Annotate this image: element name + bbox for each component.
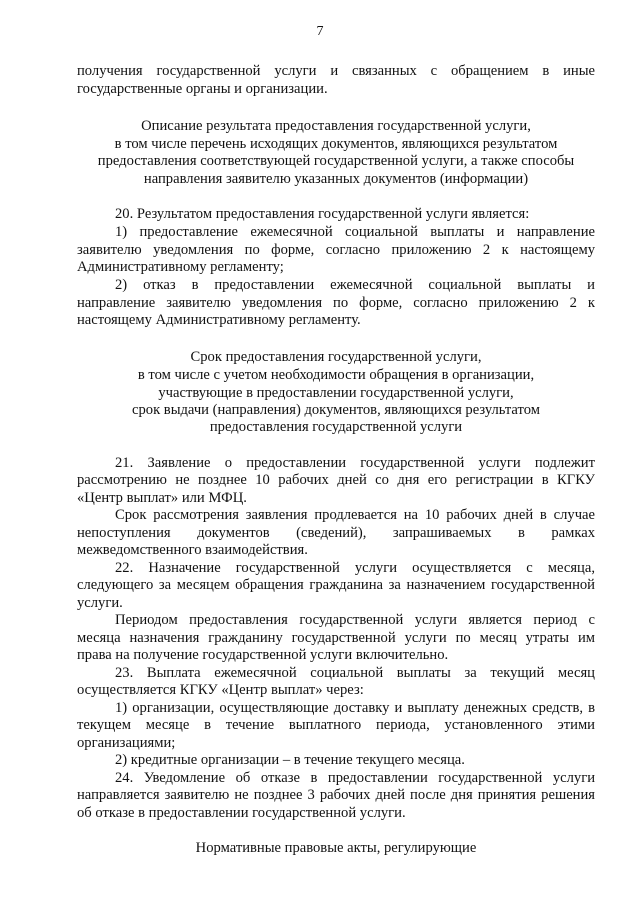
heading-line: срок выдачи (направления) документов, являющихся результатом <box>132 402 540 418</box>
heading-line: в том числе перечень исходящих документов, являющихся результатом <box>114 136 558 152</box>
text-line: 20. Результатом предоставления государственной услуги является: <box>115 206 530 222</box>
text-line: Срок рассмотрения заявления продлевается на 10 рабочих дней в случае <box>115 507 595 523</box>
text-line: 2) кредитные организации – в течение текущего месяца. <box>115 752 465 768</box>
text-line: рассмотрению не позднее 10 рабочих дней со дня его регистрации в КГКУ <box>77 472 595 488</box>
text-line: Периодом предоставления государственной услуги является период с <box>115 612 595 628</box>
text-line: услуги. <box>77 595 123 611</box>
text-line: 23. Выплата ежемесячной социальной выплаты за текущий месяц <box>115 665 595 681</box>
heading-line: участвующие в предоставлении государственной услуги, <box>158 385 514 401</box>
heading-line: Срок предоставления государственной услуги, <box>190 349 482 365</box>
text-line: 24. Уведомление об отказе в предоставлении государственной услуги <box>115 770 595 786</box>
text-line: «Центр выплат» или МФЦ. <box>77 490 247 506</box>
heading-line: направления заявителю указанных документов (информации) <box>143 171 529 187</box>
text-line: осуществляется КГКУ «Центр выплат» через: <box>77 682 364 698</box>
text-line: настоящему Административному регламенту. <box>77 312 361 328</box>
heading-line: Нормативные правовые акты, регулирующие <box>195 840 477 856</box>
text-line: 21. Заявление о предоставлении государственной услуги подлежит <box>115 455 595 471</box>
text-line: направляется заявителю не позднее 3 рабочих дней после дня принятия решения <box>77 787 595 803</box>
heading-line: предоставления соответствующей государственной услуги, а также способы <box>97 153 575 169</box>
heading-line: предоставления государственной услуги <box>209 419 463 435</box>
text-line: 22. Назначение государственной услуги осуществляется с месяца, <box>115 560 595 576</box>
text-line: организациями; <box>77 735 176 751</box>
text-line: заявителю уведомления по форме, согласно приложению 2 к настоящему <box>77 242 595 258</box>
text-line: 1) организации, осуществляющие доставку и выплату денежных средств, в <box>115 700 595 716</box>
heading-line: Описание результата предоставления государственной услуги, <box>141 118 531 134</box>
text-line: получения государственной услуги и связанных с обращением в иные <box>77 63 595 79</box>
text-line: межведомственного взаимодействия. <box>77 542 308 558</box>
text-line: Административному регламенту; <box>77 259 284 275</box>
text-line: следующего за месяцем обращения гражданина за назначением государственной <box>77 577 595 593</box>
text-line: месяца назначения гражданину государственной услуги по месяц утраты им <box>77 630 595 646</box>
text-line: направление заявителю уведомления по форме, согласно приложению 2 к <box>77 295 595 311</box>
text-line: 2) отказ в предоставлении ежемесячной социальной выплаты и <box>115 277 595 293</box>
text-line: текущем месяце в течение выплатного периода, установленного этими <box>77 717 595 733</box>
text-line: государственные органы и организации. <box>77 81 328 97</box>
page-number: 7 <box>316 24 324 39</box>
text-line: об отказе в предоставлении государственной услуги. <box>77 805 406 821</box>
heading-line: в том числе с учетом необходимости обращения в организации, <box>137 367 535 383</box>
text-line: непоступления документов (сведений), запрашиваемых в рамках <box>77 525 595 541</box>
text-line: права на получение государственной услуги включительно. <box>77 647 449 663</box>
text-line: 1) предоставление ежемесячной социальной выплаты и направление <box>115 224 595 240</box>
